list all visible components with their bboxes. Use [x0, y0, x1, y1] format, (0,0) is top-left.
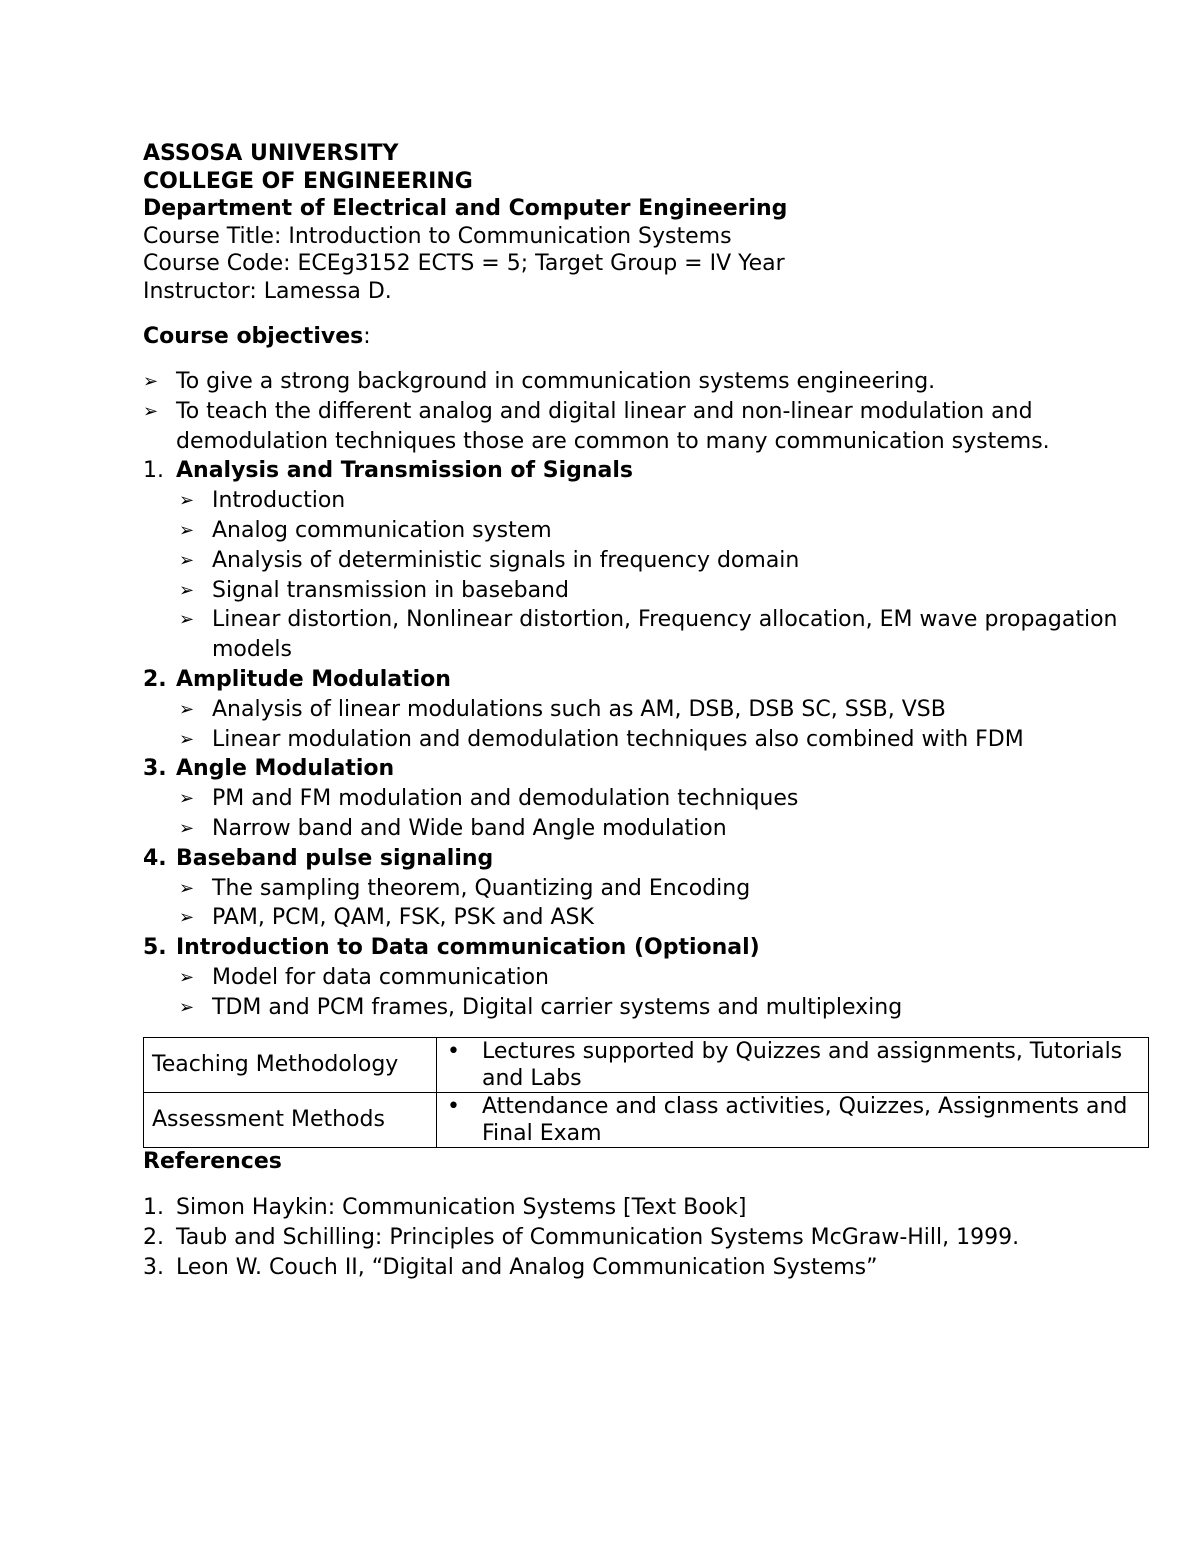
list-item: ➢ Analog communication system — [179, 516, 1153, 546]
reference-item: 2. Taub and Schilling: Principles of Communication Systems McGraw-Hill, 1999. — [143, 1224, 1020, 1250]
document-page — [143, 140, 1153, 1282]
section-4-items — [179, 874, 1153, 934]
arrow-bullet-icon: ➢ — [179, 996, 195, 1018]
objectives-heading: Course objectives: — [143, 324, 371, 349]
arrow-bullet-icon: ➢ — [179, 549, 195, 571]
table-row — [144, 1037, 1149, 1092]
section-number: 4. — [143, 845, 167, 871]
course-code: Course Code: ECEg3152 ECTS = 5; Target Group = IV Year — [143, 251, 785, 276]
reference-item: 1. Simon Haykin: Communication Systems [Text Book] — [143, 1195, 747, 1221]
course-title: Course Title: Introduction to Communication Systems — [143, 223, 732, 249]
list-item: ➢ Linear distortion, Nonlinear distortion, Frequency allocation, EM wave propagation models — [179, 607, 1118, 663]
section-2 — [143, 665, 1153, 695]
section-number: 1. — [143, 458, 164, 484]
table-cell-label: Assessment Methods — [144, 1092, 437, 1147]
section-3-items — [179, 784, 1153, 844]
document-header — [143, 140, 1153, 305]
objectives-list — [143, 367, 1153, 456]
arrow-bullet-icon: ➢ — [179, 728, 195, 750]
section-2-items — [179, 695, 1153, 755]
section-4 — [143, 844, 1153, 874]
list-item: ➢ PM and FM modulation and demodulation techniques — [179, 784, 1153, 814]
table-row — [144, 1092, 1149, 1147]
arrow-bullet-icon: ➢ — [179, 698, 195, 720]
arrow-bullet-icon: ➢ — [179, 877, 195, 899]
arrow-bullet-icon: ➢ — [179, 609, 195, 631]
arrow-bullet-icon: ➢ — [143, 400, 159, 422]
arrow-bullet-icon: ➢ — [179, 490, 195, 512]
arrow-bullet-icon: ➢ — [179, 579, 195, 601]
list-item: ➢ PAM, PCM, QAM, FSK, PSK and ASK — [179, 903, 1153, 933]
arrow-bullet-icon: ➢ — [179, 907, 195, 929]
list-item: ➢ TDM and PCM frames, Digital carrier systems and multiplexing — [179, 993, 1153, 1023]
list-item: ➢ Analysis of linear modulations such as AM, DSB, DSB SC, SSB, VSB — [179, 695, 1153, 725]
instructor: Instructor: Lamessa D. — [143, 278, 392, 304]
section-number: 5. — [143, 935, 167, 961]
table-cell-value: • Lectures supported by Quizzes and assignments, Tutorials and Labs — [437, 1037, 1149, 1092]
list-item: ➢ Analysis of deterministic signals in frequency domain — [179, 546, 1153, 576]
section-1 — [143, 456, 1153, 486]
section-3 — [143, 754, 1153, 784]
section-5 — [143, 933, 1153, 963]
section-number: 3. — [143, 756, 167, 782]
arrow-bullet-icon: ➢ — [179, 966, 195, 988]
section-title: Analysis and Transmission of Signals — [176, 458, 634, 484]
bullet-icon: • — [447, 1093, 460, 1119]
methods-table — [143, 1037, 1149, 1148]
list-item: ➢ The sampling theorem, Quantizing and Encoding — [179, 874, 1153, 904]
list-item: ➢ Narrow band and Wide band Angle modulation — [179, 814, 1153, 844]
references-heading: References — [143, 1148, 282, 1174]
objective-item: ➢ To teach the different analog and digital linear and non-linear modulation and demodulation techniques those are common to many communication systems. — [143, 398, 1050, 454]
table-cell-value: • Attendance and class activities, Quizzes, Assignments and Final Exam — [437, 1092, 1149, 1147]
section-title: Introduction to Data communication (Optional) — [176, 935, 760, 961]
references-list — [143, 1193, 1153, 1282]
section-5-items — [179, 963, 1153, 1023]
list-item: ➢ Signal transmission in baseband — [179, 576, 1153, 606]
arrow-bullet-icon: ➢ — [179, 788, 195, 810]
objective-item: ➢ To give a strong background in communication systems engineering. — [143, 367, 1153, 397]
section-number: 2. — [143, 666, 167, 692]
section-title: Angle Modulation — [176, 756, 395, 782]
list-item: ➢ Introduction — [179, 486, 1153, 516]
section-1-items — [179, 486, 1153, 665]
university-name: ASSOSA UNIVERSITY — [143, 141, 399, 166]
arrow-bullet-icon: ➢ — [179, 519, 195, 541]
table-cell-label: Teaching Methodology — [144, 1037, 437, 1092]
section-title: Amplitude Modulation — [176, 666, 451, 692]
arrow-bullet-icon: ➢ — [179, 817, 195, 839]
department-name: Department of Electrical and Computer Engineering — [143, 196, 788, 221]
bullet-icon: • — [447, 1038, 460, 1064]
section-title: Baseband pulse signaling — [176, 845, 494, 871]
college-name: COLLEGE OF ENGINEERING — [143, 168, 473, 194]
reference-item: 3. Leon W. Couch II, “Digital and Analog Communication Systems” — [143, 1254, 878, 1280]
list-item: ➢ Model for data communication — [179, 963, 1153, 993]
list-item: ➢ Linear modulation and demodulation techniques also combined with FDM — [179, 725, 1153, 755]
arrow-bullet-icon: ➢ — [143, 371, 159, 392]
